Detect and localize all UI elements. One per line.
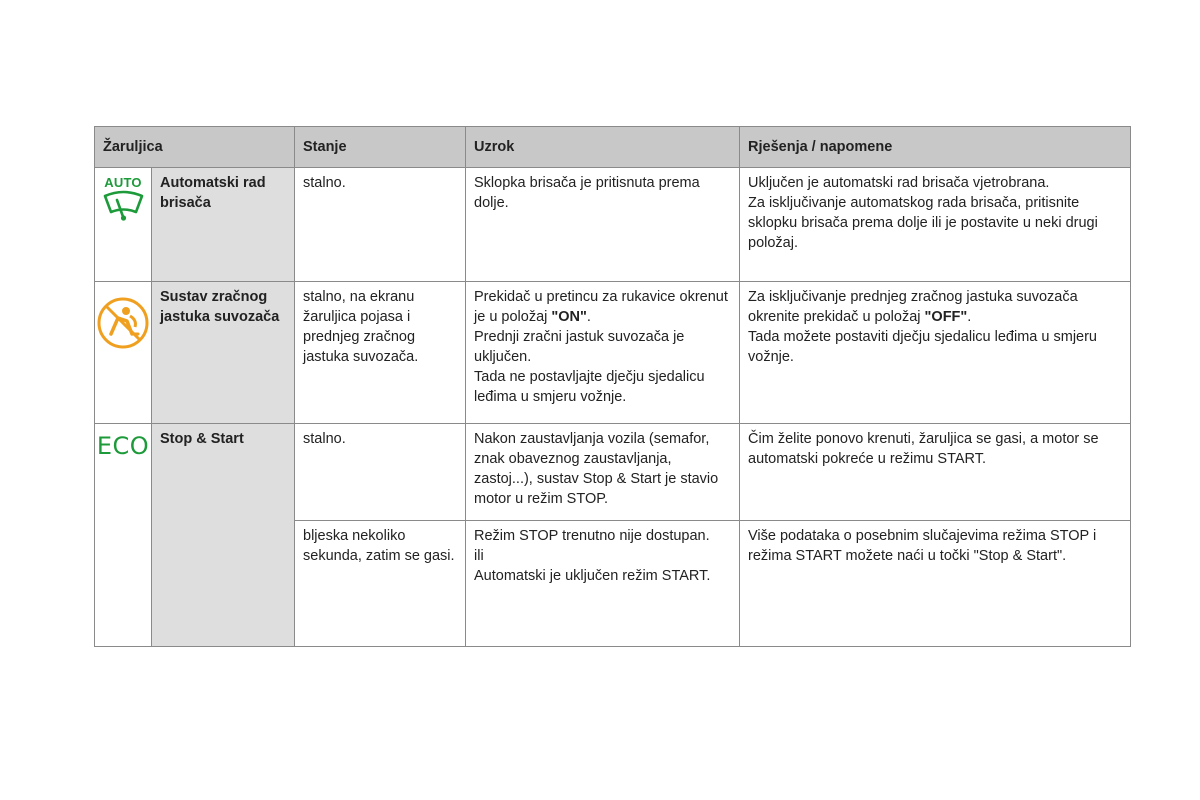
cause-line-end: . bbox=[586, 309, 591, 325]
cause-cell bbox=[466, 521, 740, 647]
table-row bbox=[95, 168, 1131, 282]
lamp-name-cell bbox=[152, 282, 295, 424]
lamp-name: Sustav zračnog jastuka suvozača bbox=[160, 289, 280, 325]
lamp-name: Stop & Start bbox=[160, 431, 244, 447]
cause-cell bbox=[466, 282, 740, 424]
solution-text bbox=[740, 168, 1130, 253]
table-row bbox=[95, 424, 1131, 521]
header-lamp: Žaruljica bbox=[95, 127, 295, 168]
cause-cell bbox=[466, 168, 740, 282]
state-cell bbox=[295, 168, 466, 282]
state-text: stalno. bbox=[303, 431, 346, 447]
cause-text: Nakon zaustavljanja vozila (semafor, znak obaveznog zaustavljanja, zastoj...), sustav Stop & Start je stavio motor u režim STOP. bbox=[474, 431, 719, 507]
cause-text bbox=[466, 282, 739, 407]
header-solution: Rješenja / napomene bbox=[740, 127, 1131, 168]
lamp-name-cell bbox=[152, 168, 295, 282]
solution-cell bbox=[740, 168, 1131, 282]
eco-icon bbox=[95, 424, 151, 458]
state-text: stalno. bbox=[303, 175, 346, 191]
cause-text: Sklopka brisača je pritisnuta prema dolje. bbox=[474, 175, 700, 211]
cause-line: Tada ne postavljajte dječju sjedalicu leđima u smjeru vožnje. bbox=[474, 369, 705, 405]
state-cell bbox=[295, 424, 466, 521]
solution-text bbox=[740, 282, 1130, 367]
table-header-row bbox=[95, 127, 1131, 168]
icon-cell bbox=[95, 424, 152, 647]
cause-line-text: Prekidač u pretincu za rukavice okrenut je u položaj bbox=[474, 289, 728, 325]
solution-line: Za isključivanje automatskog rada brisača, pritisnite sklopku brisača prema dolje ili je postavite u neki drugi položaj. bbox=[748, 195, 1098, 251]
header-state: Stanje bbox=[295, 127, 466, 168]
solution-cell bbox=[740, 282, 1131, 424]
state-cell bbox=[295, 282, 466, 424]
lamp-name-cell bbox=[152, 424, 295, 647]
table-row bbox=[95, 282, 1131, 424]
cause-line: ili bbox=[474, 548, 484, 564]
solution-line-text: Za isključivanje prednjeg zračnog jastuka suvozača okrenite prekidač u položaj bbox=[748, 289, 1078, 325]
solution-line bbox=[748, 287, 1122, 327]
icon-cell bbox=[95, 168, 152, 282]
warning-lamps-table bbox=[94, 126, 1131, 647]
header-cause: Uzrok bbox=[466, 127, 740, 168]
state-cell bbox=[295, 521, 466, 647]
state-text: stalno, na ekranu žaruljica pojasa i prednjeg zračnog jastuka suvozača. bbox=[303, 289, 419, 365]
state-text: bljeska nekoliko sekunda, zatim se gasi. bbox=[303, 528, 455, 564]
icon-cell bbox=[95, 282, 152, 424]
cause-line bbox=[474, 287, 731, 327]
solution-line-end: . bbox=[967, 309, 972, 325]
cause-line: Automatski je uključen režim START. bbox=[474, 568, 711, 584]
cause-text bbox=[466, 521, 739, 586]
airbag-off-icon bbox=[96, 296, 150, 350]
solution-line: Uključen je automatski rad brisača vjetrobrana. bbox=[748, 175, 1050, 191]
eco-icon-label: ECO bbox=[96, 432, 150, 460]
cause-line: Režim STOP trenutno nije dostupan. bbox=[474, 528, 710, 544]
auto-icon-label: AUTO bbox=[104, 175, 142, 190]
solution-text: Više podataka o posebnim slučajevima režima STOP i režima START možete naći u točki "Stop & Start". bbox=[748, 528, 1097, 564]
solution-text: Čim želite ponovo krenuti, žaruljica se gasi, a motor se automatski pokreće u režimu START. bbox=[748, 431, 1099, 467]
passenger-airbag-off-icon bbox=[95, 282, 151, 350]
solution-cell bbox=[740, 424, 1131, 521]
solution-cell bbox=[740, 521, 1131, 647]
cause-cell bbox=[466, 424, 740, 521]
solution-line: Tada možete postaviti dječju sjedalicu leđima u smjeru vožnje. bbox=[748, 329, 1097, 365]
cause-line: Prednji zračni jastuk suvozača je uključen. bbox=[474, 329, 685, 365]
off-keyword: "OFF" bbox=[924, 309, 968, 325]
on-keyword: "ON" bbox=[551, 309, 587, 325]
lamp-name: Automatski rad brisača bbox=[160, 175, 266, 211]
auto-wiper-icon bbox=[95, 168, 151, 228]
wiper-icon bbox=[95, 190, 152, 222]
